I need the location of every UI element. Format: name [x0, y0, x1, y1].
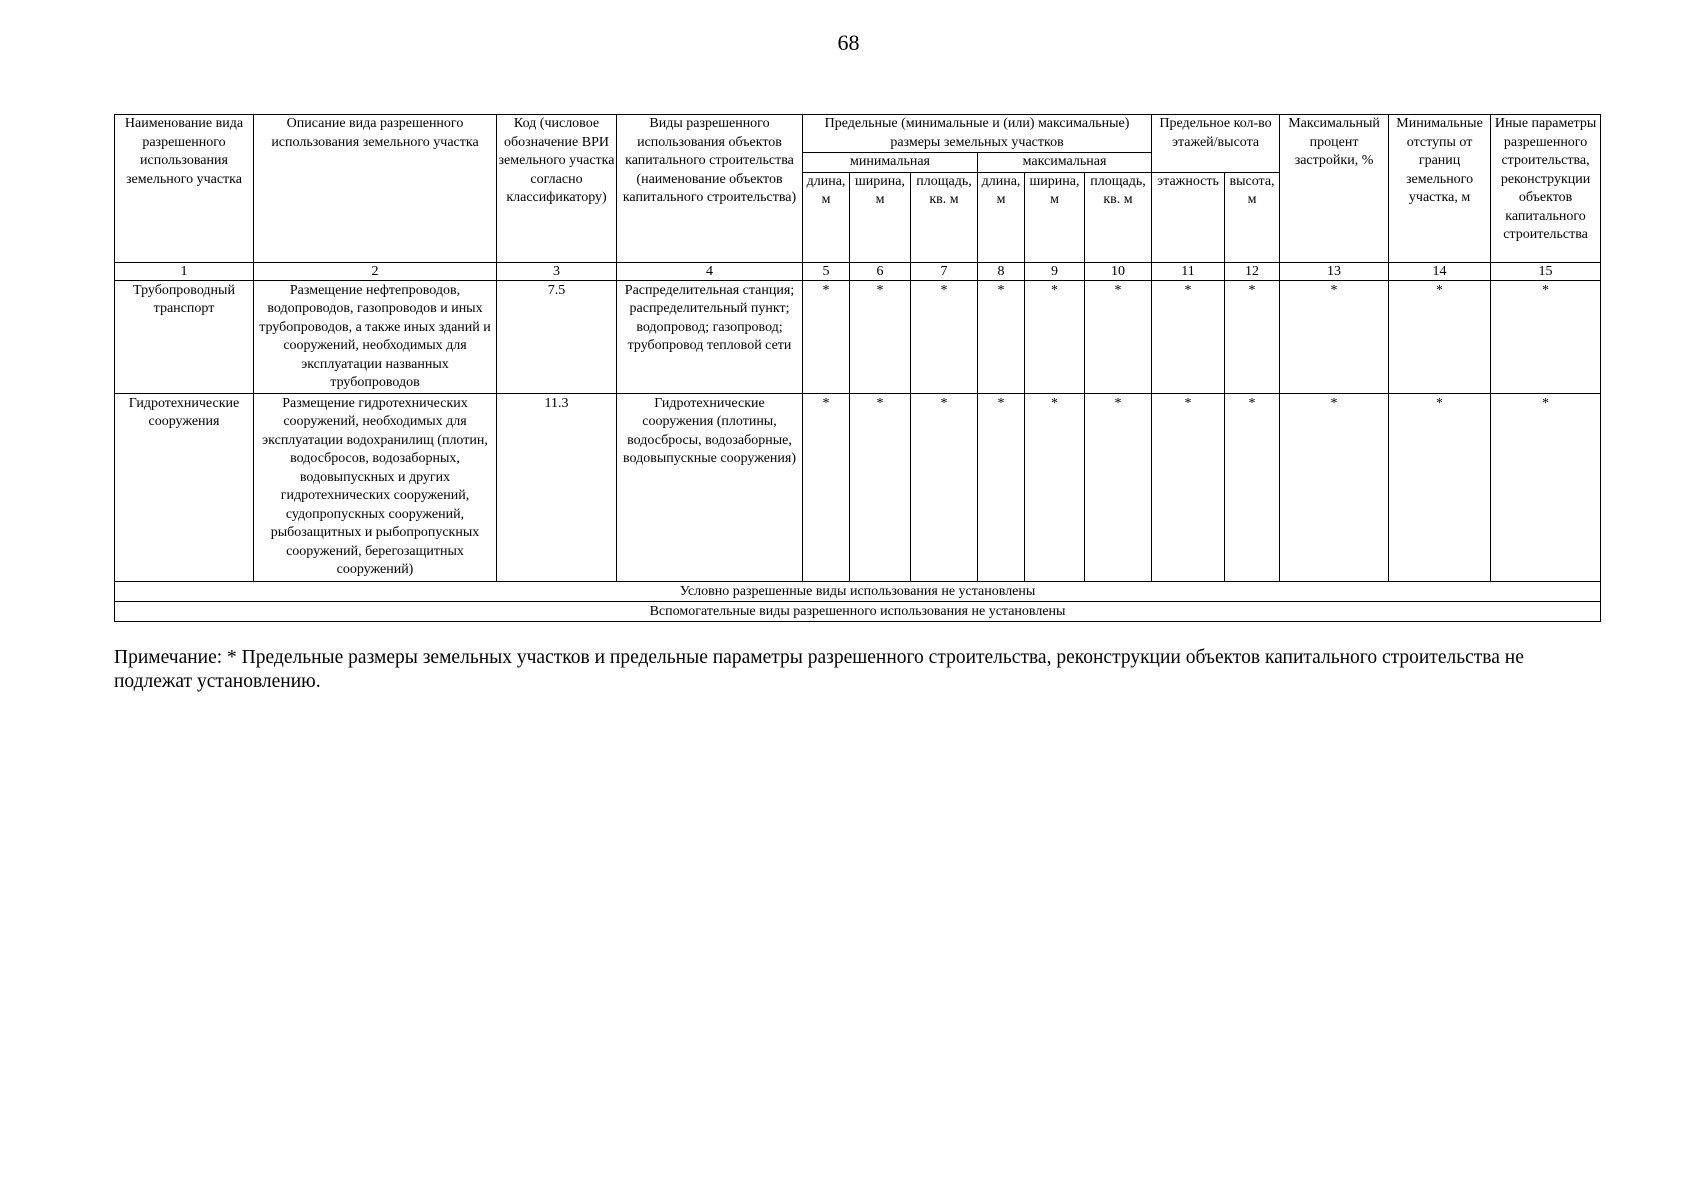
row-value: *	[1225, 393, 1280, 581]
header-min-setback: Минимальные отступы от границ земельного участка, м	[1389, 115, 1491, 263]
row-name: Гидротехнические сооружения	[115, 393, 254, 581]
row-value: *	[911, 393, 978, 581]
column-number: 10	[1085, 262, 1152, 280]
column-number: 8	[978, 262, 1025, 280]
header-limits: Предельные (минимальные и (или) максимальные) размеры земельных участков	[803, 115, 1152, 153]
header-max-percent: Максимальный процент застройки, %	[1280, 115, 1389, 263]
row-value: *	[1152, 393, 1225, 581]
row-code: 7.5	[497, 280, 617, 393]
header-name: Наименование вида разрешенного использования земельного участка	[115, 115, 254, 263]
header-max-length: длина, м	[978, 172, 1025, 262]
header-floors-group: Предельное кол-во этажей/высота	[1152, 115, 1280, 173]
column-number: 14	[1389, 262, 1491, 280]
column-number: 9	[1025, 262, 1085, 280]
header-height: высота, м	[1225, 172, 1280, 262]
row-value: *	[1085, 280, 1152, 393]
column-number: 5	[803, 262, 850, 280]
header-min: минимальная	[803, 153, 978, 173]
header-other: Иные параметры разрешенного строительства, реконструкции объектов капитального строительства	[1491, 115, 1601, 263]
table-row	[115, 280, 1601, 393]
row-name: Трубопроводный транспорт	[115, 280, 254, 393]
header-max: максимальная	[978, 153, 1152, 173]
table-row	[115, 393, 1601, 581]
conditional-use-note: Условно разрешенные виды использования не установлены	[115, 581, 1601, 601]
column-number: 2	[254, 262, 497, 280]
header-objects: Виды разрешенного использования объектов капитального строительства (наименование объектов капитального строительства)	[617, 115, 803, 263]
column-number: 6	[850, 262, 911, 280]
column-number: 1	[115, 262, 254, 280]
column-number: 3	[497, 262, 617, 280]
row-value: *	[1389, 393, 1491, 581]
row-value: *	[1491, 393, 1601, 581]
column-number: 7	[911, 262, 978, 280]
row-value: *	[978, 280, 1025, 393]
footnote: Примечание: * Предельные размеры земельных участков и предельные параметры разрешенного строительства, реконструкции объектов капитального строительства не подлежат установлению.	[114, 647, 1524, 692]
row-value: *	[850, 280, 911, 393]
row-value: *	[803, 393, 850, 581]
row-value: *	[850, 393, 911, 581]
row-value: *	[1152, 280, 1225, 393]
land-use-table	[114, 114, 1601, 622]
header-min-length: длина, м	[803, 172, 850, 262]
page-number: 68	[837, 30, 860, 55]
header-min-width: ширина, м	[850, 172, 911, 262]
row-value: *	[1389, 280, 1491, 393]
row-value: *	[803, 280, 850, 393]
row-description: Размещение нефтепроводов, водопроводов, газопроводов и иных трубопроводов, а также иных зданий и сооружений, необходимых для эксплуатации названных трубопроводов	[254, 280, 497, 393]
column-number: 13	[1280, 262, 1389, 280]
row-description: Размещение гидротехнических сооружений, необходимых для эксплуатации водохранилищ (плотин, водосбросов, водозаборных, водовыпускных и других гидротехнических сооружений, судопропускных сооружений, рыбозащитных и рыбопропускных сооружений, берегозащитных сооружений)	[254, 393, 497, 581]
row-objects: Распределительная станция; распределительный пункт; водопровод; газопровод; трубопровод тепловой сети	[617, 280, 803, 393]
row-value: *	[1025, 280, 1085, 393]
row-value: *	[911, 280, 978, 393]
header-max-area: площадь, кв. м	[1085, 172, 1152, 262]
row-value: *	[1280, 393, 1389, 581]
row-value: *	[1025, 393, 1085, 581]
row-value: *	[978, 393, 1025, 581]
header-code: Код (числовое обозначение ВРИ земельного участка согласно классификатору)	[497, 115, 617, 263]
row-value: *	[1085, 393, 1152, 581]
column-number: 11	[1152, 262, 1225, 280]
column-number: 12	[1225, 262, 1280, 280]
header-description: Описание вида разрешенного использования земельного участка	[254, 115, 497, 263]
header-min-area: площадь, кв. м	[911, 172, 978, 262]
row-value: *	[1280, 280, 1389, 393]
header-floors: этажность	[1152, 172, 1225, 262]
auxiliary-use-note: Вспомогательные виды разрешенного использования не установлены	[115, 601, 1601, 621]
header-max-width: ширина, м	[1025, 172, 1085, 262]
row-code: 11.3	[497, 393, 617, 581]
row-value: *	[1491, 280, 1601, 393]
row-value: *	[1225, 280, 1280, 393]
column-number: 4	[617, 262, 803, 280]
row-objects: Гидротехнические сооружения (плотины, водосбросы, водозаборные, водовыпускные сооружения)	[617, 393, 803, 581]
column-number: 15	[1491, 262, 1601, 280]
